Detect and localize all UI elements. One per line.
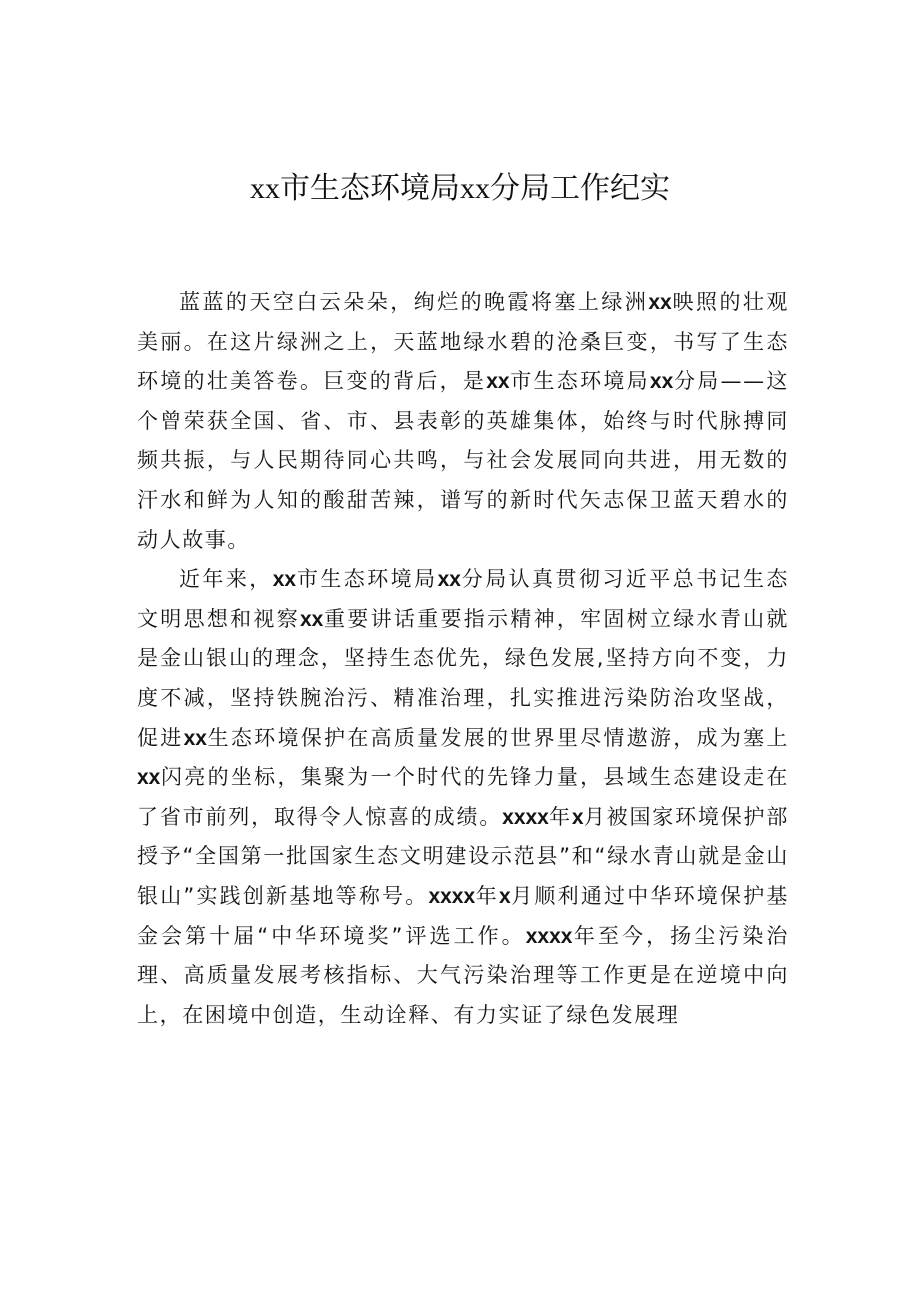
placeholder-code: xx	[272, 568, 297, 592]
paragraph-1	[137, 283, 789, 560]
text-run: 年	[548, 804, 572, 829]
text-run: 分局认真贯彻习近平总书记生态文明思想和视察	[137, 567, 790, 631]
text-run: 市生态环境局	[509, 369, 650, 394]
text-run: 重要讲话重要指示精神，牢固树立绿水青山就是金山银山的理念，坚持生态优先，绿色发展,坚持方向不变，力度不减，坚持铁腕治污、精准治理，扎实推进污染防治攻坚战，促进	[137, 606, 789, 750]
placeholder-code: xx	[486, 370, 510, 394]
placeholder-code: xx	[137, 766, 161, 790]
document-body	[137, 283, 789, 1035]
placeholder-month: x	[498, 884, 511, 908]
placeholder-code: xx	[649, 370, 674, 394]
placeholder-month: x	[571, 805, 584, 829]
title-placeholder-city: xx	[250, 172, 280, 205]
text-run: 市生态环境局	[296, 567, 438, 592]
document-title	[0, 164, 920, 214]
paragraph-2	[137, 560, 789, 1035]
text-run: 月被国家环境保护部授予“全国第一批国家生态文明建设示范县”和“绿水青山就是金山银山”实践创新基地等称号。	[137, 804, 789, 908]
text-run: 生态环境保护在高质量发展的世界里尽情遨游，成为塞上	[206, 725, 790, 750]
placeholder-code: xx	[183, 726, 207, 750]
title-placeholder-branch: xx	[460, 172, 490, 205]
placeholder-code: xx	[437, 568, 461, 592]
text-run: 年	[475, 883, 499, 908]
title-text-bureau: 市生态环境局	[280, 171, 460, 206]
text-run: 近年来，	[179, 567, 273, 592]
placeholder-year: xxxx	[525, 924, 573, 948]
title-text-suffix: 分局工作纪实	[490, 171, 670, 206]
text-run: 映照的壮观美丽。在这片绿洲之上，天蓝地绿水碧的沧桑巨变，书写了生态环境的壮美答卷。巨变的背后，是	[137, 290, 789, 394]
placeholder-code: xx	[648, 291, 672, 314]
text-run: 蓝蓝的天空白云朵朵，绚烂的晚霞将塞上绿洲	[179, 290, 649, 314]
placeholder-code: xx	[299, 607, 324, 631]
text-run: 分局——这个曾荣获全国、省、市、县表彰的英雄集体，始终与时代脉搏同频共振，与人民期待同心共鸣，与社会发展同向共进，用无数的汗水和鲜为人知的酸甜苦辣，谱写的新时代矢志保卫蓝天碧水的动人故事。	[137, 369, 789, 552]
placeholder-year: xxxx	[502, 805, 549, 829]
text-run: 月顺利通过中华环境保护基金会第十届“中华环境奖”评选工作。	[137, 883, 789, 948]
text-run: 闪亮的坐标，集聚为一个时代的先锋力量，县域生态建设走在了省市前列，取得令人惊喜的成绩。	[137, 765, 789, 829]
text-run: 年至今，扬尘污染治理、高质量发展考核指标、大气污染治理等工作更是在逆境中向上，在困境中创造，生动诠释、有力实证了绿色发展理	[137, 923, 789, 1027]
placeholder-year: xxxx	[428, 884, 476, 908]
